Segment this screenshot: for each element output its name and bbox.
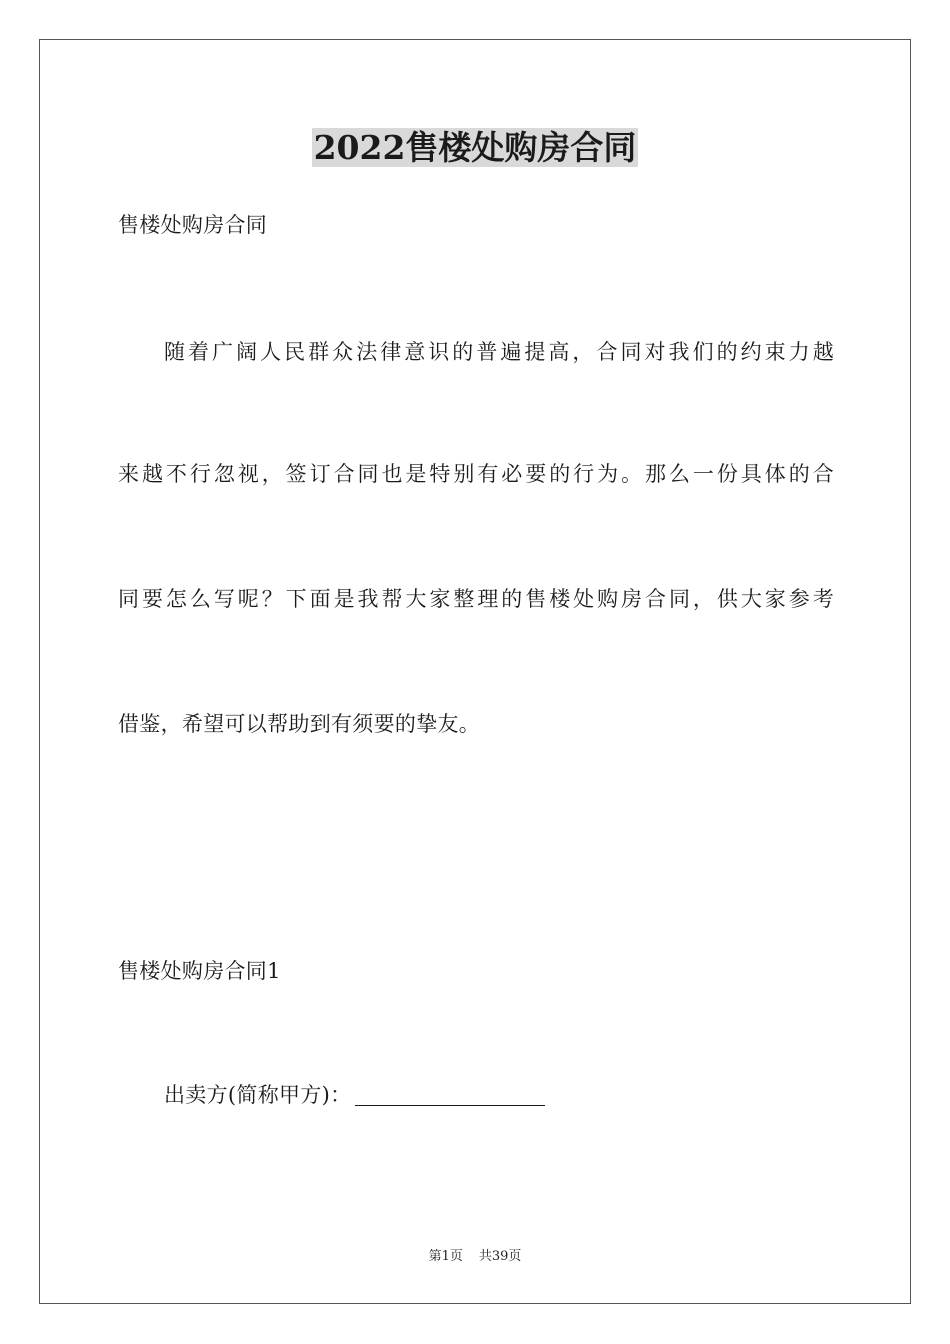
seller-label: 出卖方(简称甲方)： xyxy=(164,1083,352,1107)
intro-paragraph-line-4: 借鉴，希望可以帮助到有须要的挚友。 xyxy=(118,712,481,736)
document-title xyxy=(0,128,950,168)
document-subtitle: 售楼处购房合同 xyxy=(118,213,268,237)
document-title-text: 2022售楼处购房合同 xyxy=(313,128,637,167)
intro-paragraph-line-2: 来越不行忽视，签订合同也是特别有必要的行为。那么一份具体的合 xyxy=(118,462,834,486)
page-footer xyxy=(0,1248,950,1266)
intro-paragraph-line-1: 随着广阔人民群众法律意识的普遍提高，合同对我们的约束力越 xyxy=(164,340,834,364)
seller-field xyxy=(118,1080,834,1110)
intro-paragraph-line-3: 同要怎么写呢？下面是我帮大家整理的售楼处购房合同，供大家参考 xyxy=(118,587,834,611)
seller-blank-line[interactable] xyxy=(355,1083,545,1106)
page-total: 共39页 xyxy=(478,1249,522,1264)
page-number: 第1页 xyxy=(428,1249,463,1264)
section-heading: 售楼处购房合同1 xyxy=(118,959,281,983)
